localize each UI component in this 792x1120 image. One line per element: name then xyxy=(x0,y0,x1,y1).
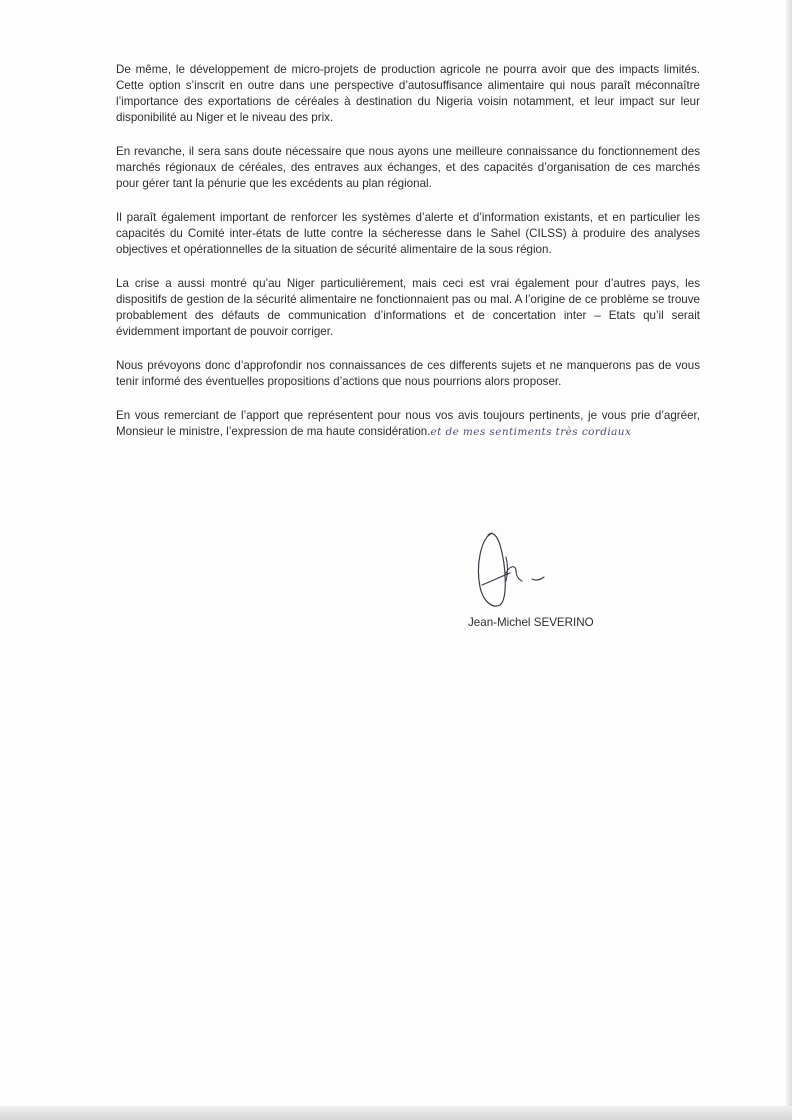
paragraph-crisis-management: La crise a aussi montré qu’au Niger particulièrement, mais ceci est vrai également pour d’autres pays, les dispositifs de gestion de la sécurité alimentaire ne fonctionnaient pas ou mal. A l’origine de ce problème se trouve probablement des défauts de communication d’informations et de concertation inter – Etats qu’il serait évidemment important de pouvoir corriger. xyxy=(116,277,700,338)
signatory-name: Jean-Michel SEVERINO xyxy=(468,616,594,629)
paragraph-cereal-microprojects: De même, le développement de micro-projets de production agricole ne pourra avoir que des impacts limités. Cette option s’inscrit en outre dans une perspective d’autosuffisance alimentaire qui nous paraît méconnaître l’importance des exportations de céréales à destination du Nigeria voisin notamment, et leur impact sur leur disponibilité au Niger et le niveau des prix. xyxy=(116,63,700,124)
paragraph-alert-systems: Il paraît également important de renforcer les systèmes d’alerte et d’information existants, et en particulier les capacités du Comité inter-états de lutte contre la sécheresse dans le Sahel (CILSS) à produire des analyses objectives et opérationnelles de la situation de sécurité alimentaire de la sous région. xyxy=(116,211,700,256)
paragraph-regional-markets: En revanche, il sera sans doute nécessaire que nous ayons une meilleure connaissance du fonctionnement des marchés régionaux de céréales, des entraves aux échanges, et des capacités d’organisation de ces marchés pour gérer tant la pénurie que les excédents au plan régional. xyxy=(116,145,700,190)
letter-body xyxy=(116,62,700,458)
scan-edge-bottom xyxy=(0,1106,792,1120)
scan-edge-right xyxy=(786,0,792,1120)
signature-h-stroke xyxy=(506,557,522,581)
handwritten-signature xyxy=(470,525,570,625)
closing-paragraph xyxy=(116,408,700,440)
closing-formula: En vous remerciant de l’apport que représentent pour nous vos avis toujours pertinents, je vous prie d’agréer, Monsieur le ministre, l’expression de ma haute considération. xyxy=(116,409,700,438)
signature-loop-stroke xyxy=(479,533,506,606)
handwritten-addition: et de mes sentiments très cordiaux xyxy=(430,426,632,438)
signature-tail-stroke xyxy=(532,577,544,580)
paragraph-next-steps: Nous prévoyons donc d’approfondir nos connaissances de ces differents sujets et ne manquerons pas de vous tenir informé des éventuelles propositions d’actions que nous pourrions alors proposer. xyxy=(116,359,700,388)
